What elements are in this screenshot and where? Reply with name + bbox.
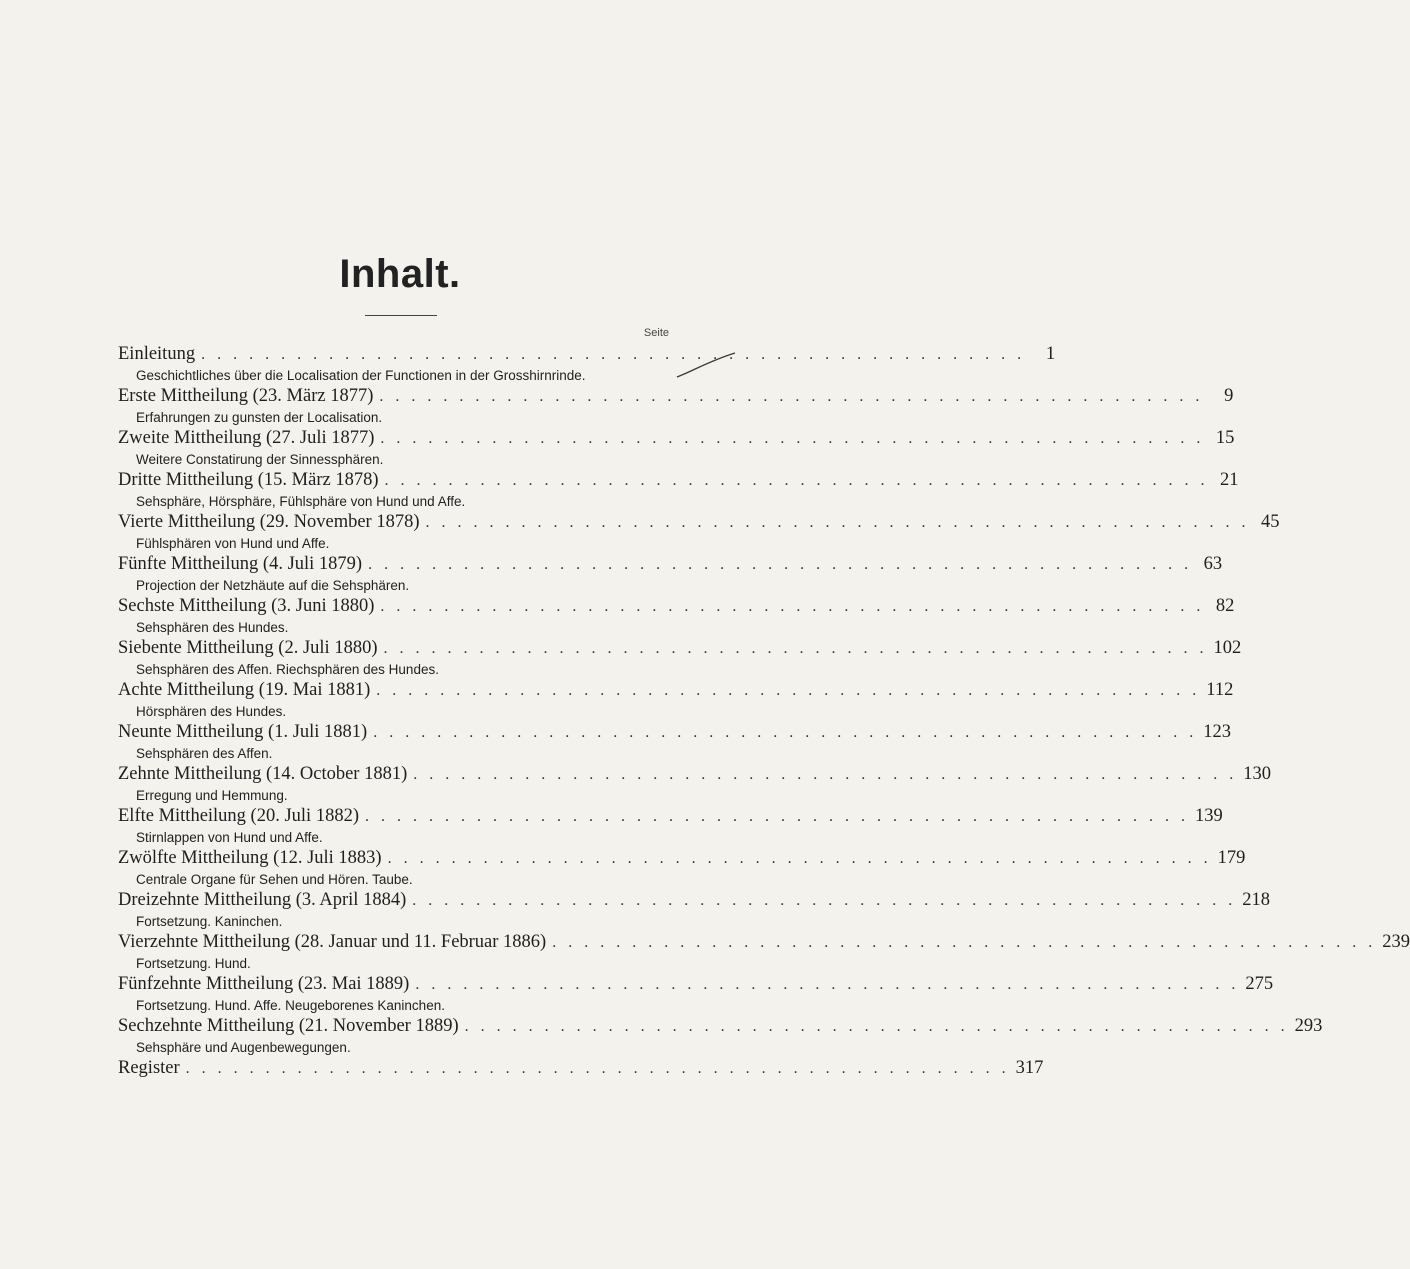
- toc-entry-title: Fünfzehnte Mittheilung (23. Mai 1889): [118, 974, 410, 994]
- toc-entry-title: Zwölfte Mittheilung (12. Juli 1883): [118, 848, 382, 868]
- toc-entry-title: Dritte Mittheilung (15. März 1878): [118, 470, 379, 490]
- dot-leader: . . . . . . . . . . . . . . . . . . . . . . . . . . . . . . . . . . . . . . . . . . . . . . . . . . . .: [365, 808, 1189, 825]
- dot-leader: . . . . . . . . . . . . . . . . . . . . . . . . . . . . . . . . . . . . . . . . . . . . . . . . . . . .: [415, 976, 1240, 993]
- toc-entry-row: [118, 511, 1280, 534]
- dot-leader: . . . . . . . . . . . . . . . . . . . . . . . . . . . . . . . . . . . . . . . . . . . . . . . . . . . .: [412, 892, 1237, 909]
- toc-entry-subtitle: Erfahrungen zu gunsten der Localisation.: [136, 410, 383, 425]
- table-of-contents: [118, 343, 1410, 1080]
- toc-entry-subtitle: Sehsphären des Affen.: [136, 746, 273, 761]
- toc-entry: [118, 469, 1239, 511]
- dot-leader: . . . . . . . . . . . . . . . . . . . . . . . . . . . . . . . . . . . . . . . . . . . . . . . . . . . .: [201, 346, 1026, 363]
- toc-entry-page: 139: [1195, 806, 1223, 826]
- toc-entry-title: Achte Mittheilung (19. Mai 1881): [118, 680, 371, 700]
- toc-entry: [118, 889, 1270, 931]
- toc-entry-page: 275: [1245, 974, 1274, 994]
- toc-entry: [118, 427, 1235, 469]
- toc-entry: [118, 553, 1223, 595]
- dot-leader: . . . . . . . . . . . . . . . . . . . . . . . . . . . . . . . . . . . . . . . . . . . . . . . . . . . .: [425, 514, 1250, 531]
- toc-entry-row: [118, 679, 1234, 702]
- toc-entry-subtitle: Hörsphären des Hundes.: [136, 704, 287, 719]
- toc-entry-page: 15: [1215, 428, 1235, 448]
- toc-entry: [118, 595, 1235, 637]
- toc-entry-subtitle: Sehsphäre, Hörsphäre, Fühlsphäre von Hund und Affe.: [136, 494, 466, 509]
- toc-entry-row: [118, 721, 1231, 744]
- toc-entry-row: [118, 1057, 1044, 1080]
- toc-entry-title: Sechzehnte Mittheilung (21. November 1889): [118, 1016, 459, 1036]
- toc-entry: [118, 385, 1234, 427]
- toc-entry: [118, 1057, 1044, 1080]
- title-divider: [365, 315, 437, 316]
- toc-entry-title: Zweite Mittheilung (27. Juli 1877): [118, 428, 375, 448]
- dot-leader: . . . . . . . . . . . . . . . . . . . . . . . . . . . . . . . . . . . . . . . . . . . . . . . . . . . .: [387, 850, 1212, 867]
- page-title: Inhalt.: [339, 252, 461, 296]
- dot-leader: . . . . . . . . . . . . . . . . . . . . . . . . . . . . . . . . . . . . . . . . . . . . . . . . . . . .: [373, 724, 1198, 741]
- toc-entry-page: 63: [1203, 554, 1223, 574]
- toc-entry-subtitle: Fortsetzung. Hund. Affe. Neugeborenes Kaninchen.: [136, 998, 445, 1013]
- toc-entry-title: Neunte Mittheilung (1. Juli 1881): [118, 722, 368, 742]
- toc-entry: [118, 805, 1223, 847]
- toc-entry-page: 293: [1294, 1016, 1323, 1036]
- toc-entry: [118, 847, 1246, 889]
- toc-entry-row: [118, 469, 1239, 492]
- dot-leader: . . . . . . . . . . . . . . . . . . . . . . . . . . . . . . . . . . . . . . . . . . . . . . . . . . . .: [383, 640, 1208, 657]
- toc-entry: [118, 1015, 1323, 1057]
- dot-leader: . . . . . . . . . . . . . . . . . . . . . . . . . . . . . . . . . . . . . . . . . . . . . . . . . . . .: [376, 682, 1201, 699]
- toc-entry: [118, 931, 1410, 973]
- toc-entry-title: Vierzehnte Mittheilung (28. Januar und 11. Februar 1886): [118, 932, 547, 952]
- toc-entry-title: Fünfte Mittheilung (4. Juli 1879): [118, 554, 363, 574]
- toc-entry-title: Erste Mittheilung (23. März 1877): [118, 386, 374, 406]
- toc-entry-subtitle: Fortsetzung. Kaninchen.: [136, 914, 283, 929]
- toc-entry: [118, 343, 1056, 385]
- toc-entry-subtitle: Erregung und Hemmung.: [136, 788, 288, 803]
- toc-entry-page: 45: [1261, 512, 1280, 532]
- toc-entry-page: 112: [1206, 680, 1234, 700]
- toc-entry-title: Einleitung: [118, 344, 196, 364]
- toc-entry: [118, 763, 1272, 805]
- toc-entry: [118, 679, 1234, 721]
- toc-entry-title: Siebente Mittheilung (2. Juli 1880): [118, 638, 378, 658]
- toc-entry-row: [118, 427, 1235, 450]
- toc-entry-subtitle: Centrale Organe für Sehen und Hören. Taube.: [136, 872, 413, 887]
- toc-entry-subtitle: Fortsetzung. Hund.: [136, 956, 251, 971]
- toc-entry-subtitle: Sehsphären des Hundes.: [136, 620, 289, 635]
- toc-entry-row: [118, 553, 1223, 576]
- toc-entry-row: [118, 847, 1246, 870]
- toc-entry-page: 21: [1220, 470, 1239, 490]
- toc-entry-page: 317: [1015, 1058, 1044, 1078]
- toc-entry-row: [118, 1015, 1323, 1038]
- toc-entry-row: [118, 931, 1410, 954]
- toc-entry-row: [118, 385, 1234, 408]
- toc-entry-subtitle: Projection der Netzhäute auf die Sehsphären.: [136, 578, 410, 593]
- toc-entry-page: 130: [1243, 764, 1272, 784]
- toc-entry-page: 1: [1045, 344, 1056, 364]
- toc-entry-page: 102: [1213, 638, 1242, 658]
- toc-entry-subtitle: Sehsphären des Affen. Riechsphären des Hundes.: [136, 662, 439, 677]
- dot-leader: . . . . . . . . . . . . . . . . . . . . . . . . . . . . . . . . . . . . . . . . . . . . . . . . . . . .: [380, 430, 1205, 447]
- dot-leader: . . . . . . . . . . . . . . . . . . . . . . . . . . . . . . . . . . . . . . . . . . . . . . . . . . . .: [368, 556, 1193, 573]
- toc-entry-subtitle: Geschichtliches über die Localisation der Functionen in der Grosshirnrinde.: [136, 368, 586, 383]
- pencil-mark: [675, 351, 737, 381]
- dot-leader: . . . . . . . . . . . . . . . . . . . . . . . . . . . . . . . . . . . . . . . . . . . . . . . . . . . .: [464, 1018, 1289, 1035]
- toc-entry-row: [118, 637, 1242, 660]
- toc-entry-row: [118, 763, 1272, 786]
- toc-entry-subtitle: Stirnlappen von Hund und Affe.: [136, 830, 323, 845]
- toc-entry-page: 218: [1242, 890, 1270, 910]
- toc-entry-row: [118, 973, 1274, 996]
- toc-entry-row: [118, 343, 1056, 366]
- toc-entry-title: Dreizehnte Mittheilung (3. April 1884): [118, 890, 407, 910]
- dot-leader: . . . . . . . . . . . . . . . . . . . . . . . . . . . . . . . . . . . . . . . . . . . . . . . . . . . .: [185, 1060, 1010, 1077]
- toc-entry: [118, 721, 1231, 763]
- toc-entry-page: 82: [1215, 596, 1235, 616]
- toc-entry-page: 179: [1217, 848, 1246, 868]
- toc-entry-title: Elfte Mittheilung (20. Juli 1882): [118, 806, 359, 826]
- toc-entry-row: [118, 889, 1270, 912]
- dot-leader: . . . . . . . . . . . . . . . . . . . . . . . . . . . . . . . . . . . . . . . . . . . . . . . . . . . .: [380, 598, 1205, 615]
- toc-entry-subtitle: Sehsphäre und Augenbewegungen.: [136, 1040, 351, 1055]
- toc-entry-subtitle: Fühlsphären von Hund und Affe.: [136, 536, 330, 551]
- toc-entry-title: Zehnte Mittheilung (14. October 1881): [118, 764, 408, 784]
- toc-entry-title: Sechste Mittheilung (3. Juni 1880): [118, 596, 375, 616]
- toc-entry: [118, 973, 1274, 1015]
- dot-leader: . . . . . . . . . . . . . . . . . . . . . . . . . . . . . . . . . . . . . . . . . . . . . . . . . . . .: [384, 472, 1209, 489]
- toc-entry-page: 9: [1224, 386, 1234, 406]
- dot-leader: . . . . . . . . . . . . . . . . . . . . . . . . . . . . . . . . . . . . . . . . . . . . . . . . . . . .: [552, 934, 1377, 951]
- dot-leader: . . . . . . . . . . . . . . . . . . . . . . . . . . . . . . . . . . . . . . . . . . . . . . . . . . . .: [413, 766, 1238, 783]
- toc-entry-title: Register: [118, 1058, 180, 1078]
- toc-entry: [118, 637, 1242, 679]
- toc-entry-row: [118, 595, 1235, 618]
- page-column-label: Seite: [643, 327, 669, 339]
- toc-entry-row: [118, 805, 1223, 828]
- toc-entry-page: 239: [1382, 932, 1410, 952]
- toc-entry-title: Vierte Mittheilung (29. November 1878): [118, 512, 420, 532]
- dot-leader: . . . . . . . . . . . . . . . . . . . . . . . . . . . . . . . . . . . . . . . . . . . . . . . . . . . .: [379, 388, 1204, 405]
- toc-entry: [118, 511, 1280, 553]
- toc-entry-page: 123: [1203, 722, 1231, 742]
- toc-entry-subtitle: Weitere Constatirung der Sinnessphären.: [136, 452, 384, 467]
